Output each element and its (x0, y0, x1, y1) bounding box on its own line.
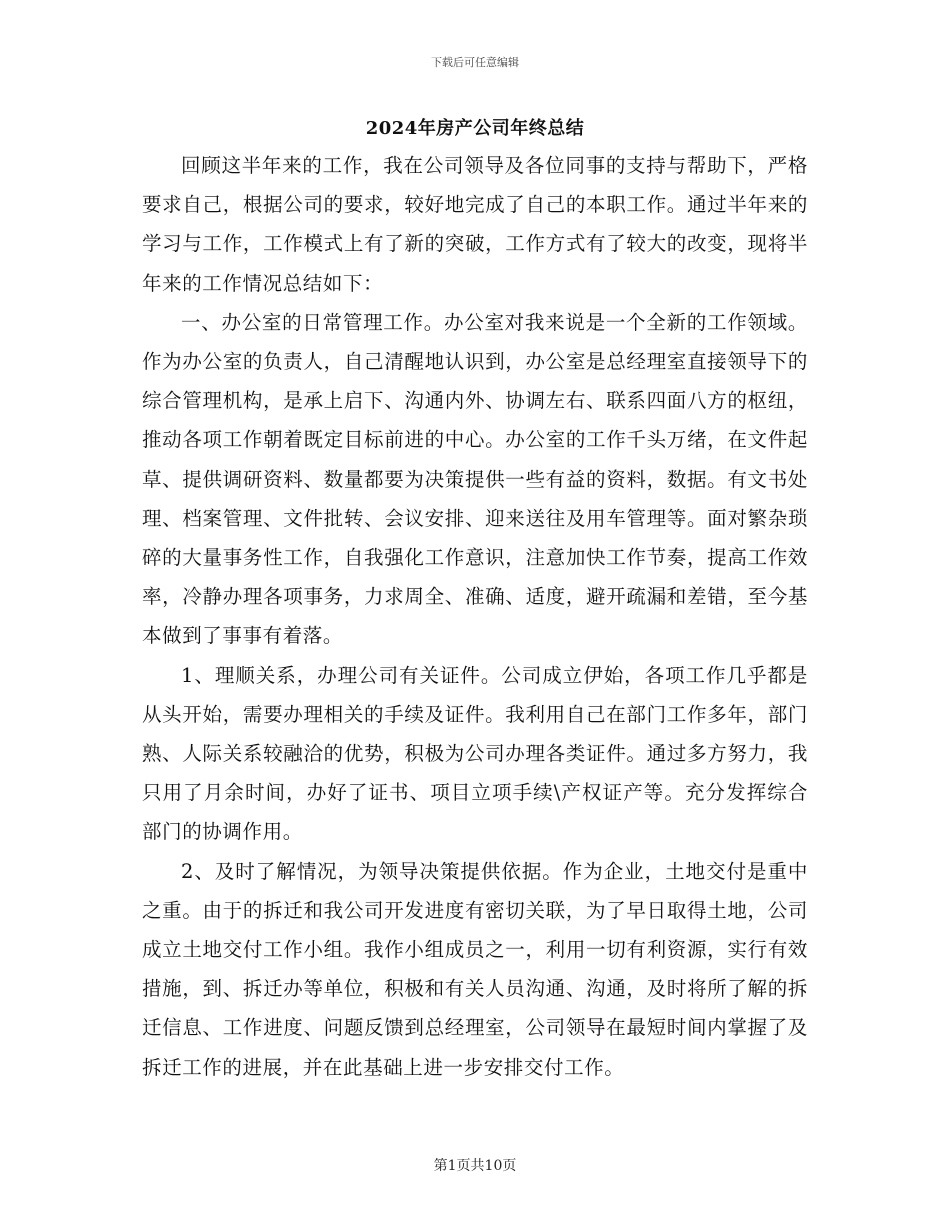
page-number: 第1页共10页 (433, 1158, 517, 1174)
document-body (142, 146, 808, 1087)
paragraph-land-delivery: 2、及时了解情况，为领导决策提供依据。作为企业，土地交付是重中之重。由于的拆迁和我公司开发进度有密切关联，为了早日取得土地，公司成立土地交付工作小组。我作小组成员之一，利用一切有利资源，实行有效措施，到、拆迁办等单位，积极和有关人员沟通、沟通，及时将所了解的拆迁信息、工作进度、问题反馈到总经理室，公司领导在最短时间内掌握了及拆迁工作的进展，并在此基础上进一步安排交付工作。 (142, 859, 808, 1079)
paragraph-office-management: 一、办公室的日常管理工作。办公室对我来说是一个全新的工作领域。作为办公室的负责人，自己清醒地认识到，办公室是总经理室直接领导下的综合管理机构，是承上启下、沟通内外、协调左右、联系四面八方的枢纽，推动各项工作朝着既定目标前进的中心。办公室的工作千头万绪，在文件起草、提供调研资料、数量都要为决策提供一些有益的资料，数据。有文书处理、档案管理、文件批转、会议安排、迎来送往及用车管理等。面对繁杂琐碎的大量事务性工作，自我强化工作意识，注意加快工作节奏，提高工作效率，冷静办理各项事务，力求周全、准确、适度，避开疏漏和差错，至今基本做到了事事有着落。 (142, 310, 808, 648)
paragraph-certificates: 1、理顺关系，办理公司有关证件。公司成立伊始，各项工作几乎都是从头开始，需要办理相关的手续及证件。我利用自己在部门工作多年，部门熟、人际关系较融洽的优势，积极为公司办理各类证件。通过多方努力，我只用了月余时间，办好了证书、项目立项手续\产权证产等。充分发挥综合部门的协调作用。 (142, 663, 808, 844)
document-title: 2024年房产公司年终总结 (365, 118, 585, 139)
editable-note: 下载后可任意编辑 (431, 56, 519, 69)
paragraph-intro: 回顾这半年来的工作，我在公司领导及各位同事的支持与帮助下，严格要求自己，根据公司的要求，较好地完成了自己的本职工作。通过半年来的学习与工作，工作模式上有了新的突破，工作方式有了较大的改变，现将半年来的工作情况总结如下： (142, 154, 808, 295)
